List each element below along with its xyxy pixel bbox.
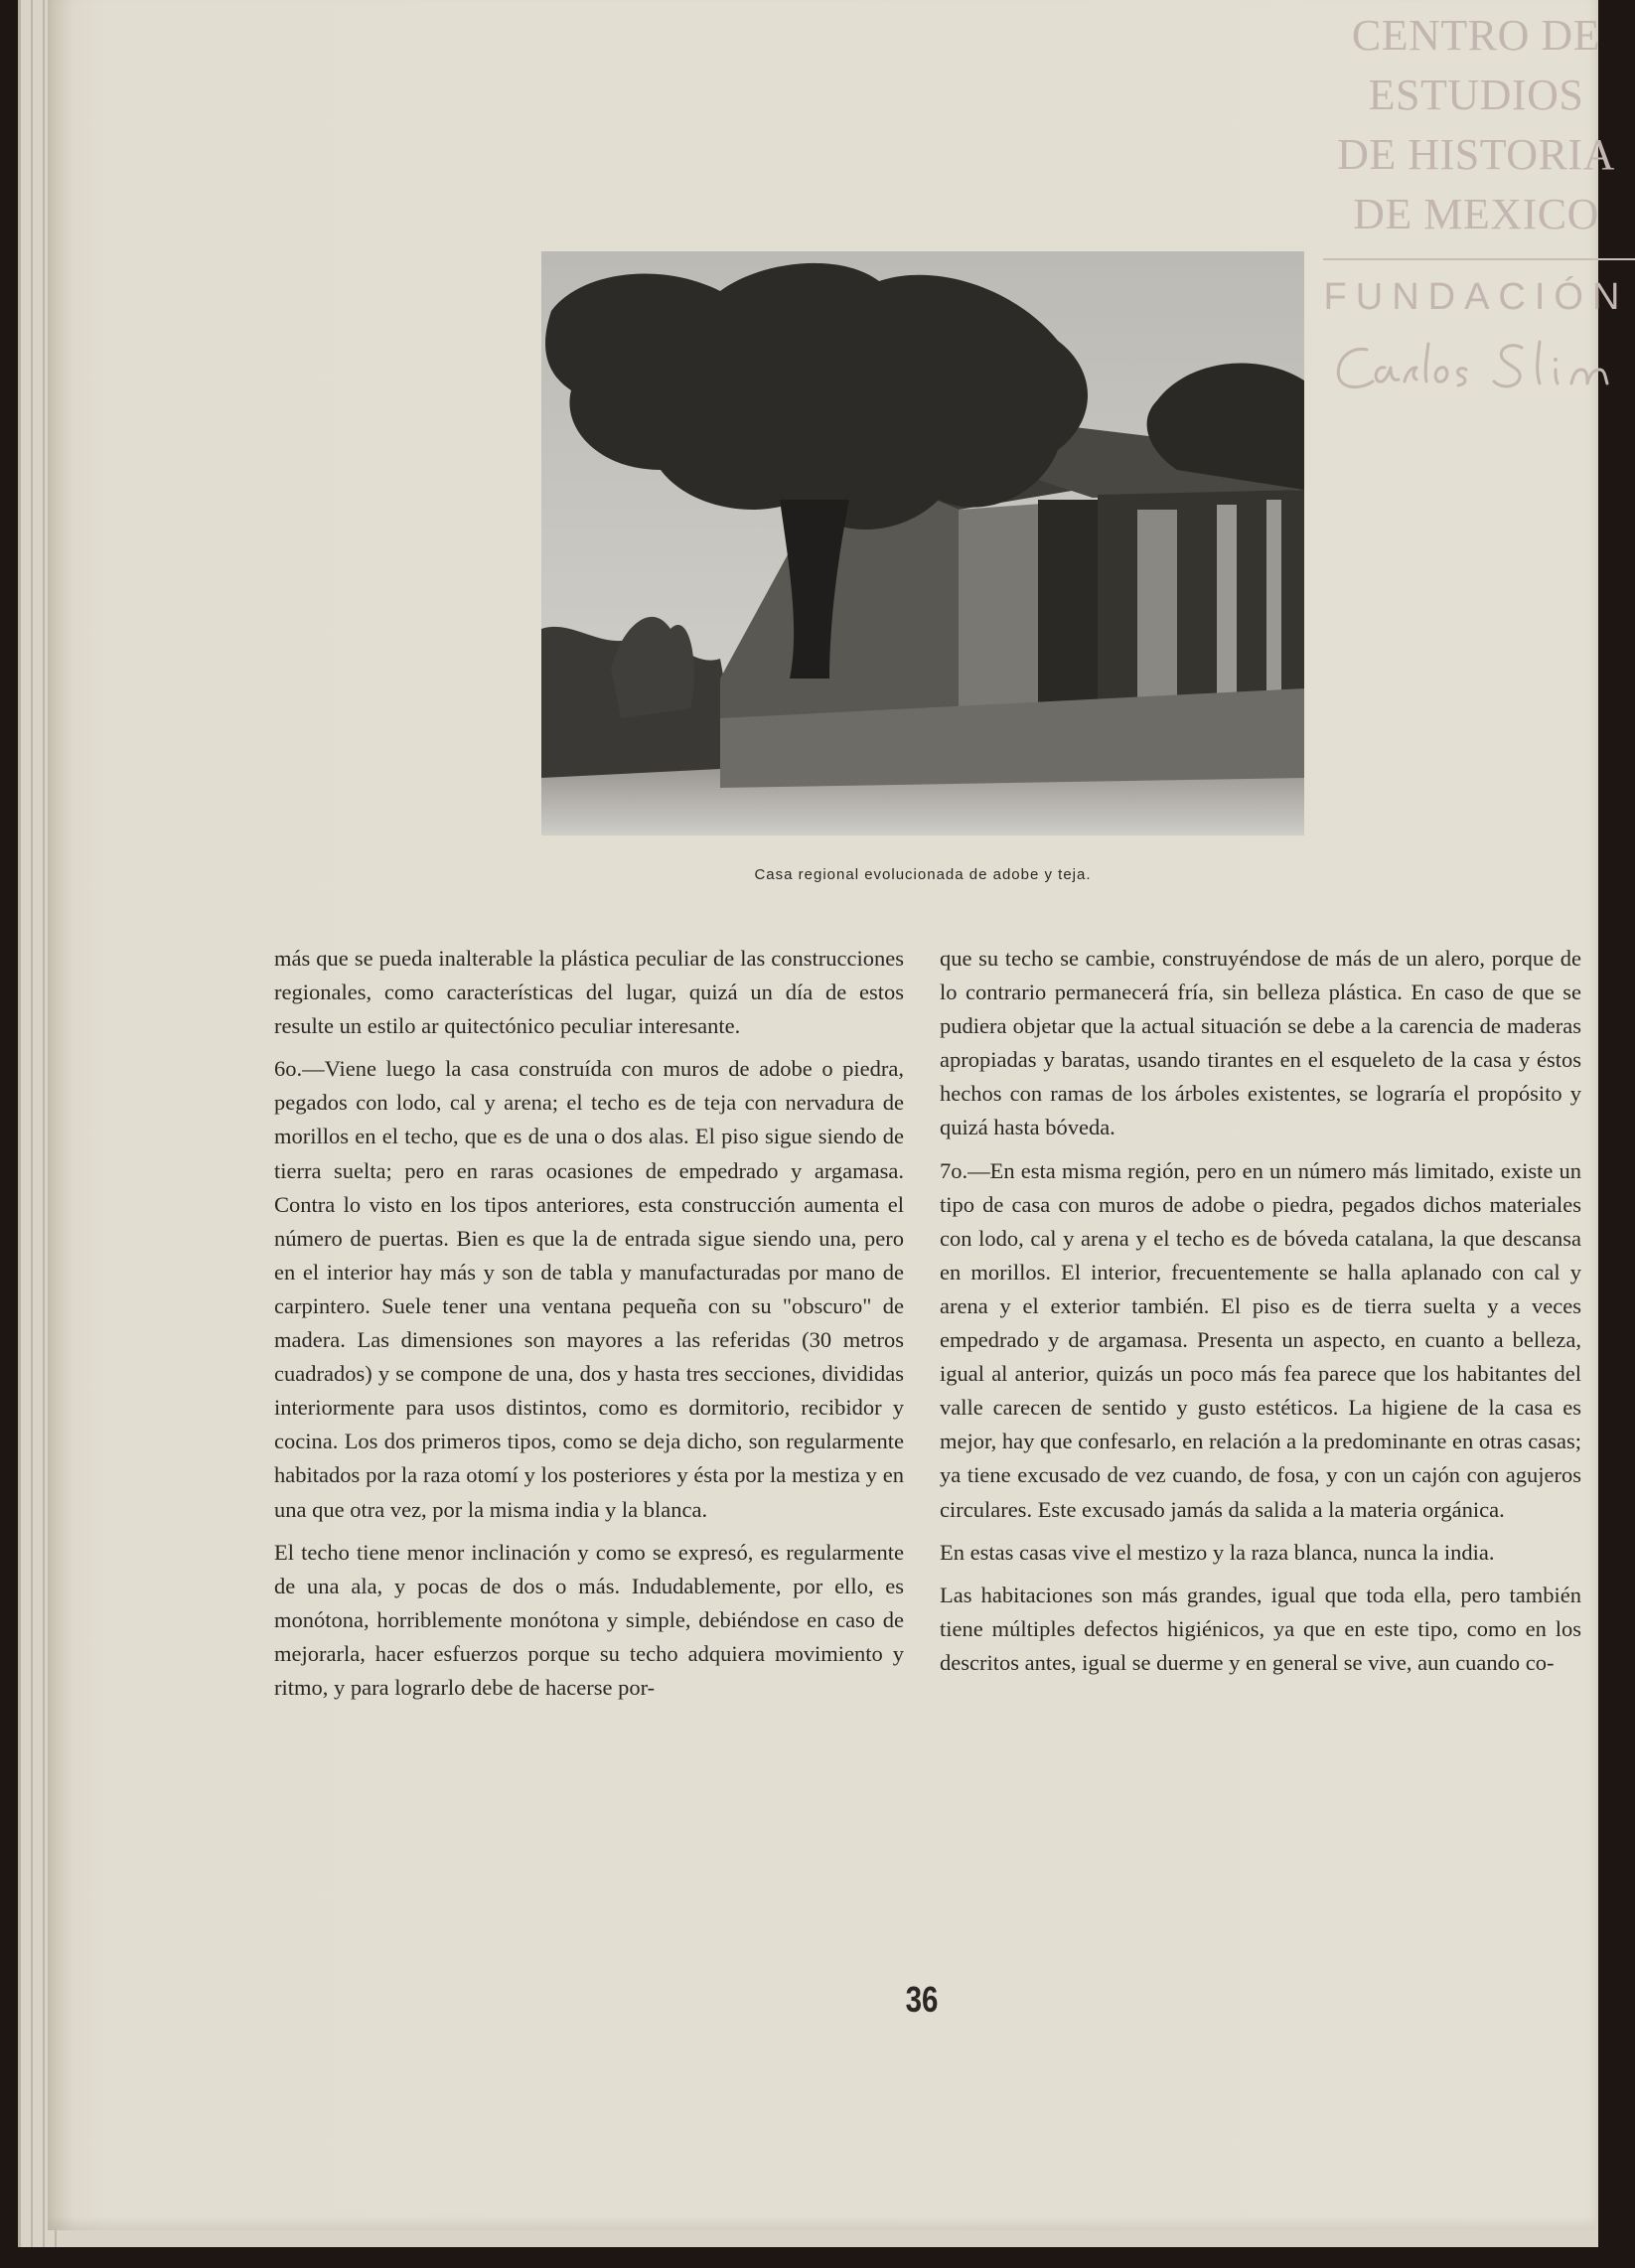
paragraph: 7o.—En esta misma región, pero en un número más limitado, existe un tipo de casa con muros de adobe o piedra, pegados dichos materiales con lodo, cal y arena y el techo es de bóveda catalana, la que descansa en morillos. El interior, frecuentemente se halla aplanado con cal y arena y el exterior también. El piso es de tierra suelta y a veces empedrado y de argamasa. Presenta un aspecto, en cuanto a belleza, igual al anterior, quizás un poco más fea parece que los habitantes del valle carecen de sentido y gusto estéticos. La higiene de la casa es mejor, hay que confesarlo, en relación a la predominante en otras casas; ya tiene excusado de vez cuando, de fosa, y con un cajón con agujeros circulares. Este excusado jamás da salida a la materia orgánica. (940, 1157, 1581, 1522)
text-column-left (274, 942, 904, 1714)
paragraph: El techo tiene menor inclinación y como se expresó, es regularmente de una ala, y pocas de dos o más. Indudablemente, por ello, es monótona, horriblemente monótona y simple, debiéndose en caso de mejorarla, hacer esfuerzos porque su techo adquiera movimiento y ritmo, y para lograrlo debe de hacerse por- (274, 1539, 904, 1700)
watermark-line: CENTRO DE (1351, 11, 1601, 60)
page-edge (31, 0, 33, 2247)
page-edge (43, 0, 45, 2247)
photo-caption: Casa regional evolucionada de adobe y teja. (754, 866, 1092, 883)
watermark (1317, 6, 1635, 397)
paragraph: más que se pueda inalterable la plástica peculiar de las construcciones regionales, como características del lugar, quizá un día de estos resulte un estilo ar quitectónico peculiar interesante. (274, 946, 904, 1039)
paragraph: que su techo se cambie, construyéndose de más de un alero, porque de lo contrario permanecerá fría, sin belleza plástica. En caso de que se pudiera objetar que la actual situación se debe a la carencia de maderas apropiadas y baratas, usando tirantes en el esqueleto de la casa y éstos hechos con ramas de los árboles existentes, se lograría el propósito y quizá hasta bóveda. (940, 946, 1581, 1140)
watermark-rule (1323, 258, 1635, 260)
paragraph: Las habitaciones son más grandes, igual que toda ella, pero también tiene múltiples defectos higiénicos, ya que en este tipo, como en los descritos antes, igual se duerme y en general se vive, aun cuando co- (940, 1582, 1581, 1675)
paragraph: 6o.—Viene luego la casa construída con muros de adobe o piedra, pegados con lodo, cal y arena; el techo es de teja con nervadura de morillos en el techo, que es de una o dos alas. El piso sigue siendo de tierra suelta; pero en raras ocasiones de empedrado y argamasa. Contra lo visto en los tipos anteriores, esta construcción aumenta el número de puertas. Bien es que la de entrada sigue siendo una, pero en el interior hay más y son de tabla y manufacturadas por mano de carpintero. Suele tener una ventana pequeña con su "obscuro" de madera. Las dimensiones son mayores a las referidas (30 metros cuadrados) y se compone de una, dos y hasta tres secciones, divididas interiormente para usos distintos, como es dormitorio, recibidor y cocina. Los dos primeros tipos, como se deja dicho, son regularmente habitados por la raza otomí y los posteriores y ésta por la mestiza y en una que otra vez, por la misma india y la blanca. (274, 1056, 904, 1522)
watermark-line: ESTUDIOS (1368, 71, 1584, 119)
book-page (48, 0, 1629, 2230)
page-number: 36 (905, 1979, 939, 2020)
watermark-line: DE MEXICO (1353, 190, 1599, 238)
watermark-line: DE HISTORIA (1337, 130, 1615, 179)
paragraph: En estas casas vive el mestizo y la raza blanca, nunca la india. (940, 1539, 1495, 1565)
house-photo (541, 251, 1304, 835)
text-column-right (940, 942, 1581, 1689)
signature-icon (1327, 328, 1625, 397)
watermark-foundation: FUNDACIÓN (1323, 276, 1629, 318)
